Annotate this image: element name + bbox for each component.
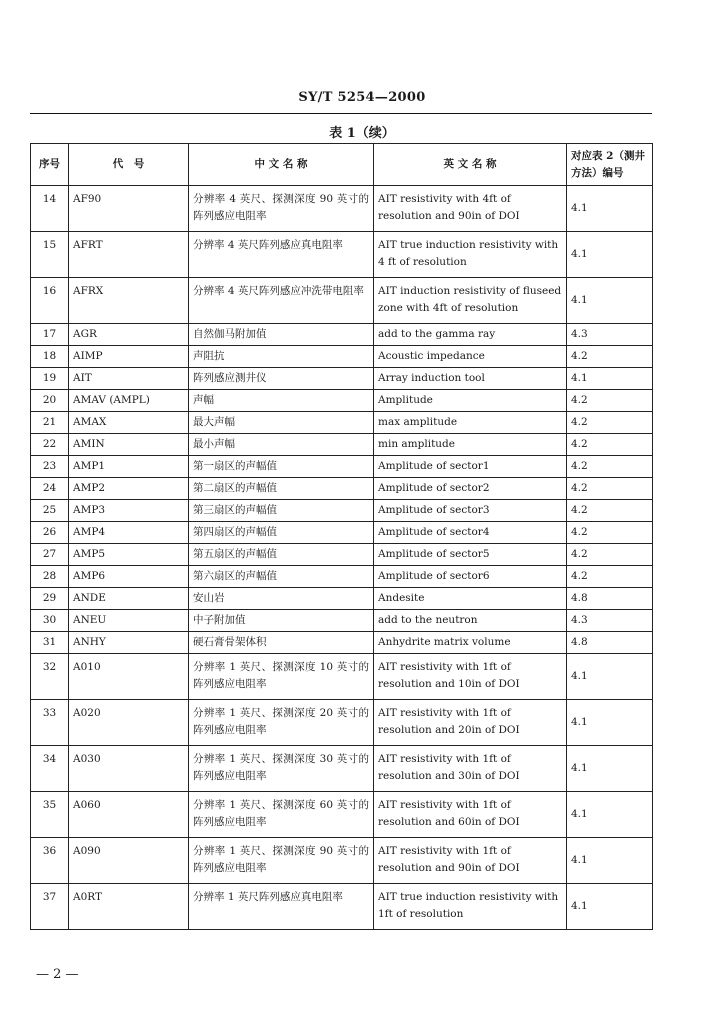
cell-chinese-name: 第五扇区的声幅值 bbox=[189, 544, 374, 566]
table-row bbox=[31, 746, 653, 792]
cell-chinese-name: 声幅 bbox=[189, 390, 374, 412]
terms-table bbox=[30, 143, 653, 930]
table-row bbox=[31, 838, 653, 884]
cell-english-name: Andesite bbox=[374, 588, 567, 610]
cell-no: 24 bbox=[31, 478, 69, 500]
cell-reference: 4.3 bbox=[567, 324, 653, 346]
cell-reference: 4.8 bbox=[567, 588, 653, 610]
table-row bbox=[31, 324, 653, 346]
cell-chinese-name: 最小声幅 bbox=[189, 434, 374, 456]
table-row bbox=[31, 346, 653, 368]
cell-reference: 4.3 bbox=[567, 610, 653, 632]
cell-chinese-name: 中子附加值 bbox=[189, 610, 374, 632]
cell-english-name: AIT resistivity with 1ft of resolution and 30in of DOI bbox=[374, 746, 567, 792]
header-reference: 对应表 2（测井方法）编号 bbox=[567, 144, 653, 186]
table-row bbox=[31, 434, 653, 456]
table-row bbox=[31, 500, 653, 522]
cell-chinese-name: 分辨率 1 英尺、探测深度 90 英寸的阵列感应电阻率 bbox=[189, 838, 374, 884]
cell-english-name: Amplitude of sector1 bbox=[374, 456, 567, 478]
table-caption: 表 1（续） bbox=[329, 126, 395, 141]
cell-english-name: Amplitude of sector4 bbox=[374, 522, 567, 544]
cell-no: 27 bbox=[31, 544, 69, 566]
cell-no: 19 bbox=[31, 368, 69, 390]
cell-code: AMP2 bbox=[69, 478, 189, 500]
cell-english-name: Amplitude of sector6 bbox=[374, 566, 567, 588]
cell-code: AMP4 bbox=[69, 522, 189, 544]
table-body bbox=[31, 186, 653, 930]
cell-reference: 4.2 bbox=[567, 390, 653, 412]
table-row bbox=[31, 632, 653, 654]
cell-chinese-name: 第三扇区的声幅值 bbox=[189, 500, 374, 522]
cell-code: A090 bbox=[69, 838, 189, 884]
table-row bbox=[31, 610, 653, 632]
table-row bbox=[31, 368, 653, 390]
cell-no: 35 bbox=[31, 792, 69, 838]
cell-reference: 4.1 bbox=[567, 654, 653, 700]
cell-reference: 4.1 bbox=[567, 186, 653, 232]
cell-english-name: AIT induction resistivity of fluseed zone with 4ft of resolution bbox=[374, 278, 567, 324]
table-row bbox=[31, 792, 653, 838]
cell-code: AMAV (AMPL) bbox=[69, 390, 189, 412]
cell-code: AMP3 bbox=[69, 500, 189, 522]
table-row bbox=[31, 522, 653, 544]
cell-chinese-name: 硬石膏骨架体积 bbox=[189, 632, 374, 654]
cell-english-name: add to the neutron bbox=[374, 610, 567, 632]
cell-no: 21 bbox=[31, 412, 69, 434]
cell-english-name: AIT resistivity with 4ft of resolution and 90in of DOI bbox=[374, 186, 567, 232]
cell-no: 22 bbox=[31, 434, 69, 456]
cell-chinese-name: 分辨率 1 英尺、探测深度 20 英寸的阵列感应电阻率 bbox=[189, 700, 374, 746]
table-row bbox=[31, 544, 653, 566]
cell-code: AGR bbox=[69, 324, 189, 346]
cell-reference: 4.2 bbox=[567, 346, 653, 368]
table-row bbox=[31, 566, 653, 588]
cell-english-name: add to the gamma ray bbox=[374, 324, 567, 346]
cell-code: AMP5 bbox=[69, 544, 189, 566]
table-header-row bbox=[31, 144, 653, 186]
cell-code: AFRT bbox=[69, 232, 189, 278]
cell-english-name: AIT resistivity with 1ft of resolution and 90in of DOI bbox=[374, 838, 567, 884]
cell-reference: 4.1 bbox=[567, 232, 653, 278]
table-row bbox=[31, 390, 653, 412]
table-row bbox=[31, 278, 653, 324]
cell-english-name: min amplitude bbox=[374, 434, 567, 456]
cell-reference: 4.1 bbox=[567, 884, 653, 930]
cell-chinese-name: 分辨率 4 英尺阵列感应真电阻率 bbox=[189, 232, 374, 278]
cell-no: 20 bbox=[31, 390, 69, 412]
cell-reference: 4.1 bbox=[567, 368, 653, 390]
cell-english-name: AIT resistivity with 1ft of resolution and 60in of DOI bbox=[374, 792, 567, 838]
cell-english-name: Anhydrite matrix volume bbox=[374, 632, 567, 654]
cell-code: AMAX bbox=[69, 412, 189, 434]
cell-chinese-name: 安山岩 bbox=[189, 588, 374, 610]
cell-english-name: AIT true induction resistivity with 1ft of resolution bbox=[374, 884, 567, 930]
cell-english-name: Array induction tool bbox=[374, 368, 567, 390]
cell-no: 36 bbox=[31, 838, 69, 884]
cell-code: A060 bbox=[69, 792, 189, 838]
cell-english-name: max amplitude bbox=[374, 412, 567, 434]
table-row bbox=[31, 232, 653, 278]
cell-no: 25 bbox=[31, 500, 69, 522]
cell-no: 32 bbox=[31, 654, 69, 700]
cell-no: 37 bbox=[31, 884, 69, 930]
cell-no: 26 bbox=[31, 522, 69, 544]
cell-no: 17 bbox=[31, 324, 69, 346]
table-row bbox=[31, 478, 653, 500]
cell-reference: 4.2 bbox=[567, 566, 653, 588]
cell-chinese-name: 分辨率 1 英尺、探测深度 60 英寸的阵列感应电阻率 bbox=[189, 792, 374, 838]
cell-code: AMP6 bbox=[69, 566, 189, 588]
cell-chinese-name: 第二扇区的声幅值 bbox=[189, 478, 374, 500]
cell-no: 14 bbox=[31, 186, 69, 232]
cell-reference: 4.2 bbox=[567, 522, 653, 544]
standard-number: SY/T 5254—2000 bbox=[298, 90, 426, 105]
cell-code: AMIN bbox=[69, 434, 189, 456]
cell-code: ANEU bbox=[69, 610, 189, 632]
cell-english-name: Amplitude bbox=[374, 390, 567, 412]
cell-code: AF90 bbox=[69, 186, 189, 232]
table-row bbox=[31, 186, 653, 232]
cell-chinese-name: 声阻抗 bbox=[189, 346, 374, 368]
cell-english-name: AIT true induction resistivity with 4 ft of resolution bbox=[374, 232, 567, 278]
table-row bbox=[31, 412, 653, 434]
cell-english-name: Amplitude of sector2 bbox=[374, 478, 567, 500]
page-number: — 2 — bbox=[36, 967, 79, 982]
cell-chinese-name: 自然伽马附加值 bbox=[189, 324, 374, 346]
table-row bbox=[31, 654, 653, 700]
cell-no: 30 bbox=[31, 610, 69, 632]
cell-reference: 4.2 bbox=[567, 544, 653, 566]
cell-no: 28 bbox=[31, 566, 69, 588]
cell-reference: 4.8 bbox=[567, 632, 653, 654]
cell-chinese-name: 分辨率 4 英尺阵列感应冲洗带电阻率 bbox=[189, 278, 374, 324]
cell-english-name: AIT resistivity with 1ft of resolution and 10in of DOI bbox=[374, 654, 567, 700]
cell-no: 16 bbox=[31, 278, 69, 324]
cell-code: AIT bbox=[69, 368, 189, 390]
table-row bbox=[31, 456, 653, 478]
header-no: 序号 bbox=[31, 144, 69, 186]
cell-chinese-name: 最大声幅 bbox=[189, 412, 374, 434]
cell-reference: 4.1 bbox=[567, 700, 653, 746]
cell-code: A010 bbox=[69, 654, 189, 700]
table-row bbox=[31, 700, 653, 746]
cell-chinese-name: 第四扇区的声幅值 bbox=[189, 522, 374, 544]
cell-chinese-name: 第六扇区的声幅值 bbox=[189, 566, 374, 588]
cell-english-name: AIT resistivity with 1ft of resolution and 20in of DOI bbox=[374, 700, 567, 746]
cell-english-name: Acoustic impedance bbox=[374, 346, 567, 368]
cell-code: A030 bbox=[69, 746, 189, 792]
cell-no: 23 bbox=[31, 456, 69, 478]
table-row bbox=[31, 884, 653, 930]
cell-no: 29 bbox=[31, 588, 69, 610]
cell-reference: 4.1 bbox=[567, 746, 653, 792]
cell-chinese-name: 分辨率 4 英尺、探测深度 90 英寸的阵列感应电阻率 bbox=[189, 186, 374, 232]
header-code: 代 号 bbox=[69, 144, 189, 186]
cell-reference: 4.2 bbox=[567, 434, 653, 456]
cell-reference: 4.2 bbox=[567, 456, 653, 478]
cell-chinese-name: 分辨率 1 英尺、探测深度 10 英寸的阵列感应电阻率 bbox=[189, 654, 374, 700]
cell-reference: 4.2 bbox=[567, 412, 653, 434]
cell-reference: 4.2 bbox=[567, 500, 653, 522]
cell-no: 18 bbox=[31, 346, 69, 368]
header-english-name: 英 文 名 称 bbox=[374, 144, 567, 186]
cell-code: ANHY bbox=[69, 632, 189, 654]
header-chinese-name: 中 文 名 称 bbox=[189, 144, 374, 186]
table-row bbox=[31, 588, 653, 610]
cell-code: AFRX bbox=[69, 278, 189, 324]
cell-no: 33 bbox=[31, 700, 69, 746]
cell-chinese-name: 分辨率 1 英尺阵列感应真电阻率 bbox=[189, 884, 374, 930]
cell-chinese-name: 阵列感应测井仪 bbox=[189, 368, 374, 390]
cell-code: A020 bbox=[69, 700, 189, 746]
cell-no: 15 bbox=[31, 232, 69, 278]
cell-no: 31 bbox=[31, 632, 69, 654]
cell-code: AMP1 bbox=[69, 456, 189, 478]
cell-english-name: Amplitude of sector3 bbox=[374, 500, 567, 522]
cell-reference: 4.2 bbox=[567, 478, 653, 500]
header-rule bbox=[30, 113, 652, 114]
cell-reference: 4.1 bbox=[567, 792, 653, 838]
cell-reference: 4.1 bbox=[567, 278, 653, 324]
cell-code: AIMP bbox=[69, 346, 189, 368]
cell-english-name: Amplitude of sector5 bbox=[374, 544, 567, 566]
cell-chinese-name: 第一扇区的声幅值 bbox=[189, 456, 374, 478]
cell-no: 34 bbox=[31, 746, 69, 792]
cell-code: A0RT bbox=[69, 884, 189, 930]
cell-reference: 4.1 bbox=[567, 838, 653, 884]
cell-code: ANDE bbox=[69, 588, 189, 610]
cell-chinese-name: 分辨率 1 英尺、探测深度 30 英寸的阵列感应电阻率 bbox=[189, 746, 374, 792]
